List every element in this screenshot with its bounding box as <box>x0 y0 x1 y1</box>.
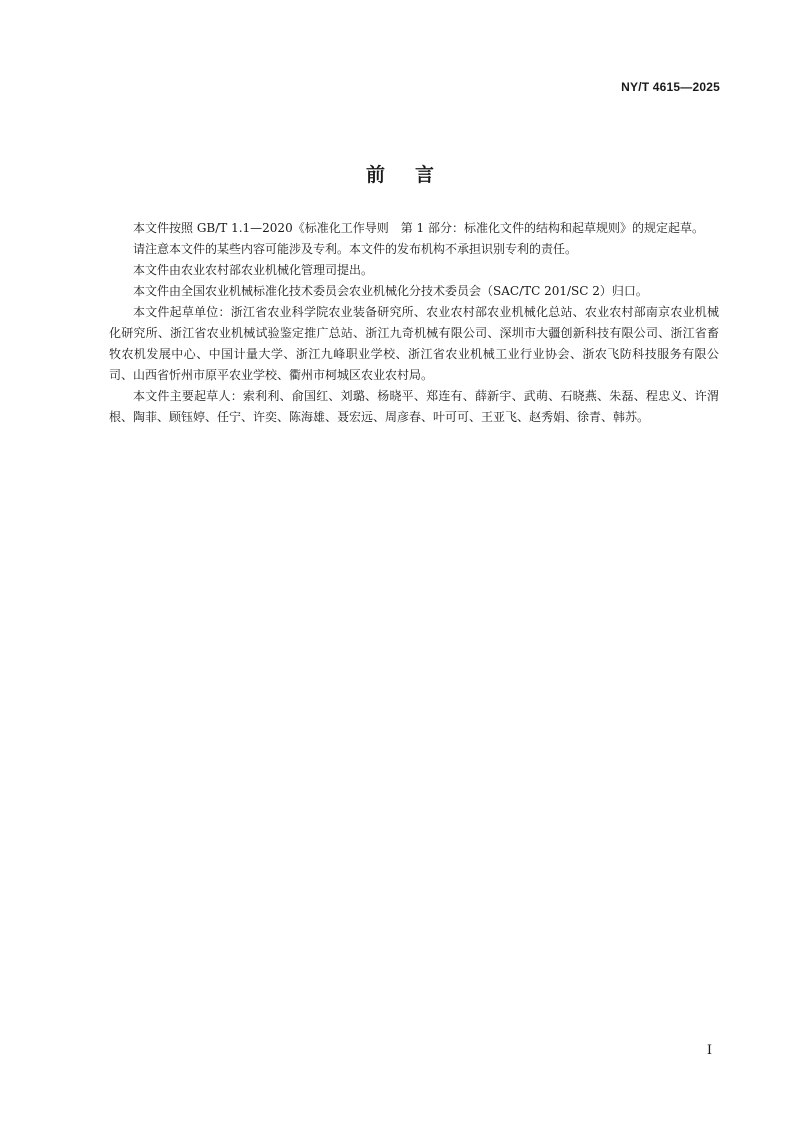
paragraph-proposer: 本文件由农业农村部农业机械化管理司提出。 <box>133 263 374 277</box>
page-number: I <box>706 1043 712 1058</box>
paragraph-drafting-units: 本文件起草单位：浙江省农业科学院农业装备研究所、农业农村部农业机械化总站、农业农村部南京农业机械化研究所、浙江省农业机械试验鉴定推广总站、浙江九奇机械有限公司、深圳市大疆创新科技有限公司、浙江省畜牧农机发展中心、中国计量大学、浙江九峰职业学校、浙江省农业机械工业行业协会、浙农飞防科技服务有限公司、山西省忻州市原平农业学校、衢州市柯城区农业农村局。 <box>109 305 719 382</box>
foreword-body <box>109 218 719 428</box>
paragraph-committee: 本文件由全国农业机械标准化技术委员会农业机械化分技术委员会（SAC/TC 201/SC 2）归口。 <box>133 284 648 298</box>
paragraph-drafting-rules: 本文件按照 GB/T 1.1—2020《标准化工作导则 第 1 部分：标准化文件的结构和起草规则》的规定起草。 <box>133 221 704 235</box>
paragraph-drafters: 本文件主要起草人：索利利、俞国红、刘璐、杨晓平、郑连有、薛新宇、武萌、石晓燕、朱磊、程忠义、许渭根、陶菲、顾钰婷、任宁、许奕、陈海雄、聂宏远、周彦春、叶可可、王亚飞、赵秀娟、徐青、韩苏。 <box>109 389 719 424</box>
paragraph-patent-notice: 请注意本文件的某些内容可能涉及专利。本文件的发布机构不承担识别专利的责任。 <box>133 242 578 256</box>
page-title: 前言 <box>365 164 464 186</box>
standard-number: NY/T 4615—2025 <box>621 80 720 94</box>
